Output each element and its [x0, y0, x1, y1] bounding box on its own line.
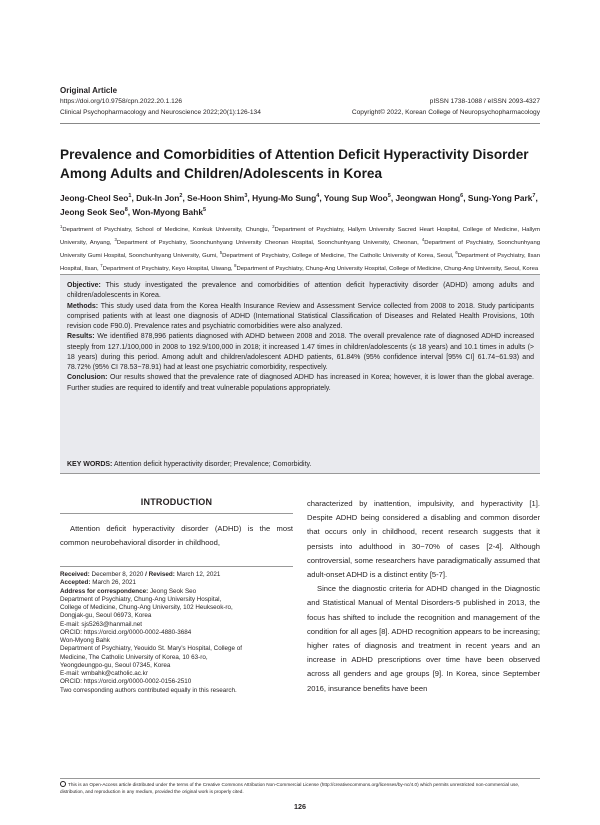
objective-text: This study investigated the prevalence and comorbidities of attention deficit hyperactivity disorder (ADHD) among adults and children/adolescents in Korea. — [67, 282, 534, 300]
methods-label: Methods: — [67, 302, 99, 310]
author-name: Young Sup Woo — [323, 192, 388, 203]
author-name: Se-Hoon Shim — [187, 192, 245, 203]
equal-contribution-note: Two corresponding authors contributed equally in this research. — [60, 686, 237, 694]
affiliation-marker: 8 — [234, 262, 237, 268]
corr1-address-line-2: College of Medicine, Chung-Ang University, 102 Heukseok-ro, — [60, 604, 233, 611]
received-date: December 8, 2020 — [91, 571, 144, 578]
author-affiliation-marker: 6 — [460, 193, 464, 199]
author-affiliation-marker: 3 — [244, 193, 248, 199]
author-affiliation-marker: 5 — [202, 207, 207, 214]
author-affiliation-marker: 1 — [128, 193, 132, 199]
corresponding-author-2: Won-Myong Bahk — [60, 637, 110, 644]
keywords — [67, 460, 534, 470]
journal-meta-left — [60, 97, 261, 118]
author-affiliation-marker: 2 — [179, 193, 183, 199]
author-name: Won-Myong Bahk — [132, 207, 203, 218]
author-name: Hyung-Mo Sung — [252, 192, 317, 203]
author-name: Jeongwan Hong — [395, 192, 461, 203]
introduction-paragraph-1: characterized by inattention, impulsivity, and hyperactivity [1]. Despite ADHD being considered a disabling and common disorder that occurs only in childhood, recent research suggests that it persists into adulthood in 30−70% of cases [2-4]. Although controversial, some researchers have paradigmatically assumed that adult-onset ADHD is a distinct entity [5-7]. — [307, 499, 540, 580]
copyright: Copyright© 2022, Korean College of Neuropsychopharmacology — [351, 108, 540, 116]
keywords-text: Attention deficit hyperactivity disorder; Prevalence; Comorbidity. — [113, 461, 312, 468]
author-affiliation-marker: 4 — [316, 193, 320, 199]
affiliation-text: Department of Psychiatry, Hallym University Sacred Heart Hospital, College of Medicine, Hallym University, Anyang, — [60, 226, 540, 246]
corr1-email[interactable]: E-mail: sjs5263@hanmail.net — [60, 620, 142, 628]
methods-text: This study used data from the Korea Health Insurance Review and Assessment Service collected from 2008 to 2018. Study participants comprised patients with at least one diagnosis of ADHD (International Statistical Classification of Diseases and Related Health Provisions, 10th revision code F90.0). Prevalence rates and psychiatric comorbidities were also analyzed. — [67, 302, 534, 330]
license-notice — [60, 781, 540, 796]
affiliation-text: Department of Psychiatry, College of Medicine, The Catholic University of Korea, Seoul, — [222, 252, 454, 259]
affiliation-marker: 3 — [114, 236, 117, 242]
author-affiliation-marker: 7 — [532, 193, 536, 199]
keywords-label: KEY WORDS: — [67, 461, 113, 468]
revised-label: / Revised: — [145, 571, 175, 578]
abstract-objective — [67, 281, 534, 301]
affiliation-text: Department of Psychiatry, Keyo Hospital, Uiwang, — [102, 265, 233, 272]
abstract-conclusion — [67, 373, 534, 393]
history-divider — [60, 566, 293, 567]
correspondence-label: Address for correspondence: — [60, 587, 149, 595]
correspondence-line — [60, 588, 293, 596]
article-title: Prevalence and Comorbidities of Attention Deficit Hyperactivity Disorder Among Adults and Children/Adolescents in Korea — [60, 147, 529, 181]
affiliation-text: Department of Psychiatry, Soonchunhyang University Cheonan Hospital, Soonchunhyang University, Cheonan, — [116, 239, 419, 246]
affiliation-marker: 7 — [100, 262, 103, 268]
corr1-address-line-3: Dongjak-gu, Seoul 06973, Korea — [60, 612, 152, 620]
affiliation-text: Department of Psychiatry, Ilsan Hospital, Ilsan, — [60, 252, 540, 272]
abstract — [67, 281, 534, 394]
objective-label: Objective: — [67, 282, 101, 289]
introduction-heading: INTRODUCTION — [140, 497, 213, 507]
abstract-methods — [67, 302, 534, 333]
author-name: Jeong Seok Seo — [60, 207, 125, 218]
license-text: This is an Open-Access article distributed under the terms of the Creative Commons Attribution Non-Commercial License (http://creativecommons.org/licenses/by-nc/4.0) which permits unrestricted non-commercial use, distribution, and reproduction in any medium, provided the original work is properly cited. — [60, 782, 520, 795]
author-name: Jeong-Cheol Seo — [60, 192, 129, 203]
author-affiliation-marker: 8 — [124, 207, 128, 214]
footer-divider — [60, 778, 540, 779]
affiliation-marker: 5 — [219, 249, 223, 255]
doi-link[interactable]: https://doi.org/10.9758/cpn.2022.20.1.126 — [60, 98, 183, 105]
author-name: Sung-Yong Park — [467, 192, 533, 203]
affiliation-marker: 2 — [272, 224, 275, 229]
affiliations — [60, 222, 540, 274]
affiliation-marker: 6 — [455, 249, 458, 255]
corr2-address-line-2: Medicine, The Catholic University of Korea, 10 63-ro, — [60, 653, 208, 661]
affiliation-marker: 4 — [421, 236, 425, 242]
page-number: 126 — [294, 802, 306, 811]
results-label: Results: — [67, 333, 95, 341]
corr2-address-line-3: Yeongdeungpo-gu, Seoul 07345, Korea — [60, 661, 171, 669]
received-label: Received: — [60, 571, 90, 578]
introduction-paragraph-2: Since the diagnostic criteria for ADHD changed in the Diagnostic and Statistical Manual of Mental Disorders-5 published in 2013, the focus has shifted to include the recognition and management of the condition for all ages [8]. ADHD recognition appears to be increasing; higher rates of diagnosis and treatment in recent years and an increase in ADHD prescriptions over time have been observed across all genders and age groups [9]. In Korea, since September 2016, insurance benefits have been — [307, 584, 540, 693]
corr1-address-line-1: Department of Psychiatry, Chung-Ang University Hospital, — [60, 595, 222, 603]
revised-date: March 12, 2021 — [176, 571, 221, 578]
author-list: Jeong-Cheol Seo$^1$, Duk-In Jon$^2$, Se-Hoon Shim$^3$, Hyung-Mo Sung$^4$, Young Sup Woo$^5$, Jeongwan Hong$^6$, Sung-Yong Park$^7$, Jeong Seok Seo$^8$, Won-Myong Bahk$^5$ — [60, 192, 538, 218]
accepted-line — [60, 579, 293, 587]
corr2-orcid[interactable]: ORCID: https://orcid.org/0000-0002-0156-2510 — [60, 678, 192, 686]
conclusion-label: Conclusion: — [67, 374, 108, 382]
history-dates — [60, 571, 293, 579]
affiliation-marker: 1 — [60, 224, 63, 229]
introduction-right-column — [307, 497, 540, 696]
article-history — [60, 571, 293, 695]
conclusion-text: Our results showed that the prevalence rate of diagnosed ADHD has increased in Korea; however, it is lower than the global average. Further studies are required to identify and treat vulnerable populations appropriately. — [67, 374, 534, 392]
journal-meta-right — [352, 97, 540, 118]
article-type: Original Article — [60, 86, 118, 95]
header-divider — [60, 123, 540, 124]
journal-citation: Clinical Psychopharmacology and Neuroscience 2022;20(1):126-134 — [60, 108, 261, 116]
author-name: Duk-In Jon — [136, 192, 180, 203]
abstract-results — [67, 332, 534, 373]
introduction-left-paragraph: Attention deficit hyperactivity disorder (ADHD) is the most common neurobehavioral disorder in childhood, — [60, 524, 293, 548]
affiliation-text: Department of Psychiatry, Chung-Ang University Hospital, College of Medicine, Chung-Ang University, Seoul, Korea — [236, 265, 539, 272]
corresponding-author-1: Jeong Seok Seo — [149, 587, 197, 595]
heading-divider — [60, 513, 293, 514]
affiliation-text: Department of Psychiatry, School of Medicine, Konkuk University, Chungju, — [62, 226, 270, 233]
issn: pISSN 1738-1088 / eISSN 2093-4327 — [429, 98, 540, 105]
corr2-address-line-1: Department of Psychiatry, Yeouido St. Mary's Hospital, College of — [60, 645, 243, 653]
corr2-email[interactable]: E-mail: wmbahk@catholic.ac.kr — [60, 670, 148, 677]
accepted-label: Accepted: — [60, 579, 91, 587]
author-affiliation-marker: 5 — [387, 193, 391, 199]
creative-commons-icon — [60, 781, 66, 787]
corr1-orcid[interactable]: ORCID: https://orcid.org/0000-0002-4880-3684 — [60, 628, 192, 636]
results-text: We identified 878,996 patients diagnosed with ADHD between 2008 and 2018. The overall prevalence rate of diagnosed ADHD increased steeply from 127.1/100,000 in 2008 to 192.9/100,000 in 2018; it increased 1.47 times in children/adolescents (≤ 18 years) and 10.1 times in adults (> 18 years) during this period. Among adult and children/adolescent ADHD patients, 61.84% (95% confidence interval [95% CI] 61.74−61.93) and 78.72% (95% CI 78.53−78.91) had at least one psychiatric comorbidity, respectively. — [67, 333, 534, 371]
accepted-date: March 26, 2021 — [92, 579, 136, 587]
affiliation-text: Department of Psychiatry, Soonchunhyang University Gumi Hospital, Soonchunhyang University, Gumi, — [60, 239, 540, 259]
